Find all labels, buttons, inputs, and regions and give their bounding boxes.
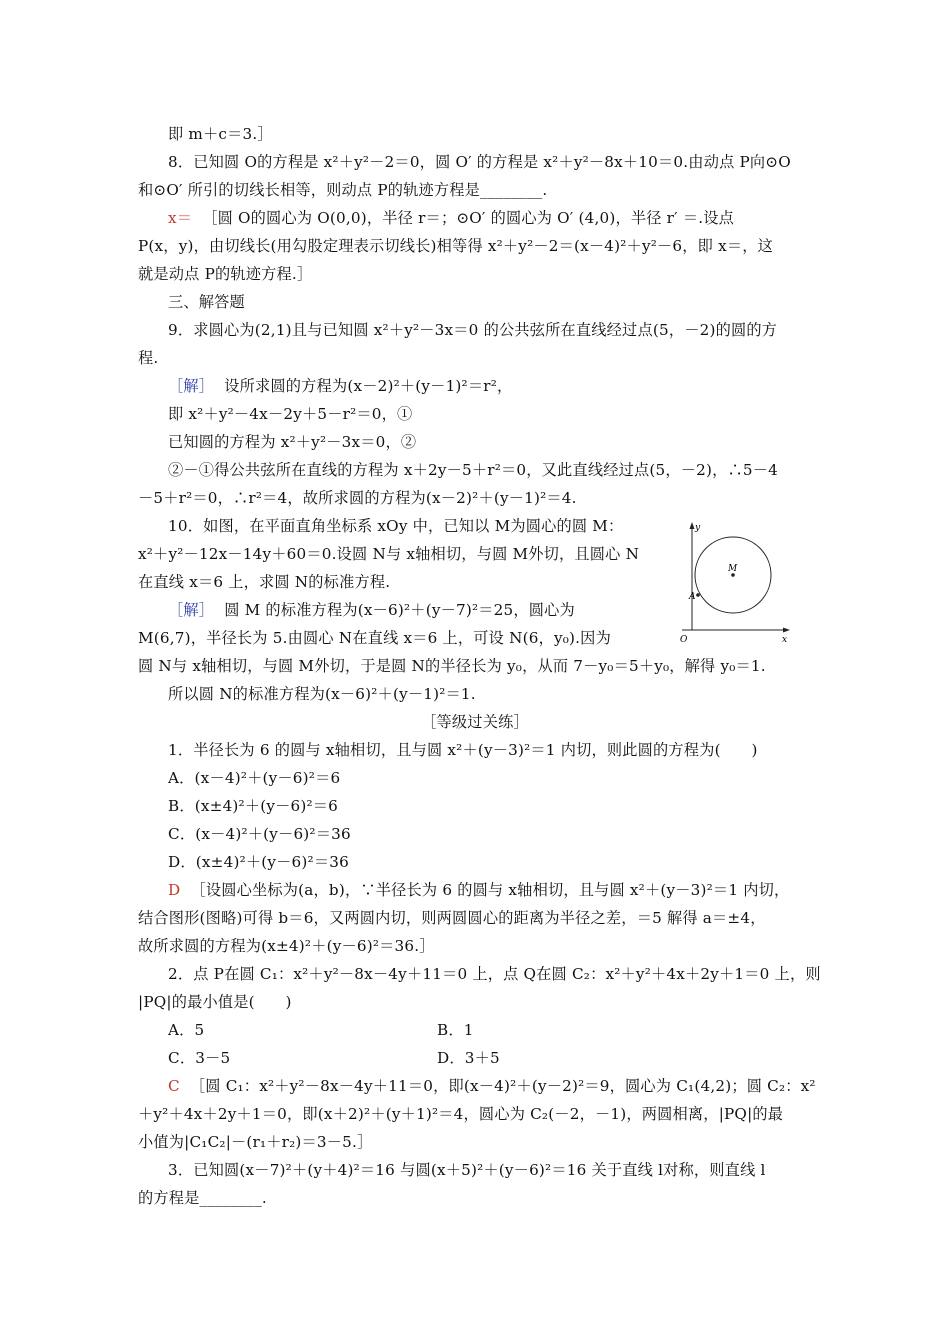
problem-10-line: x²＋y²－12x－14y＋60＝0.设圆 N与 x轴相切，与圆 M外切，且圆心 N <box>138 545 640 563</box>
solution-line: －5＋r²＝0，∴r²＝4，故所求圆的方程为(x－2)²＋(y－1)²＝4. <box>138 489 577 507</box>
answer-line: ＋y²＋4x＋2y＋1＝0，即(x＋2)²＋(y＋1)²＝4，圆心为 C₂(－2，－1)，两圆相离，|PQ|的最 <box>138 1105 784 1123</box>
option-b: B．(x±4)²＋(y－6)²＝6 <box>168 797 339 815</box>
solution-label: ［解］ <box>168 377 215 395</box>
problem-8-line: 8．已知圆 O的方程是 x²＋y²－2＝0，圆 O′ 的方程是 x²＋y²－8x＋10＝0.由动点 P向⊙O <box>168 153 791 171</box>
solution-line: ②－①得公共弦所在直线的方程为 x＋2y－5＋r²＝0，又此直线经过点(5，－2)，∴5－4 <box>168 461 779 479</box>
option-d: D．3＋5 <box>437 1049 500 1067</box>
text-line: 即 m＋c＝3.］ <box>168 125 273 143</box>
answer-explanation: ［圆 O的圆心为 O(0,0)，半径 r＝；⊙O′ 的圆心为 O′ (4,0)，半径 r′ ＝.设点 <box>202 209 735 227</box>
section-heading: 三、解答题 <box>168 293 245 311</box>
answer-line: 结合图形(图略)可得 b＝6，又两圆内切，则两圆圆心的距离为半径之差，＝5 解得 a＝±4， <box>138 909 766 927</box>
y-axis-label: y <box>695 523 701 533</box>
problem-10-line: 10．如图，在平面直角坐标系 xOy 中，已知以 M为圆心的圆 M： <box>168 517 624 535</box>
section-heading: ［等级过关练］ <box>421 713 529 731</box>
answer-line: 小值为|C₁C₂|－(r₁＋r₂)＝3－5.］ <box>138 1133 373 1151</box>
solution-line: 已知圆的方程为 x²＋y²－3x＝0，② <box>168 433 417 451</box>
solution-line: 圆 N与 x轴相切，与圆 M外切，于是圆 N的半径长为 y₀，从而 7－y₀＝5＋y₀，解得 y₀＝1. <box>138 657 766 675</box>
answer-choice: D <box>168 881 181 899</box>
option-c: C．(x－4)²＋(y－6)²＝36 <box>168 825 351 843</box>
tangent-point <box>696 593 700 597</box>
question-3-line: 的方程是________. <box>138 1189 267 1207</box>
option-a: A．(x－4)²＋(y－6)²＝6 <box>168 769 341 787</box>
option-d: D．(x±4)²＋(y－6)²＝36 <box>168 853 349 871</box>
origin-label: O <box>680 635 688 645</box>
problem-10-line: 在直线 x＝6 上，求圆 N的标准方程. <box>138 573 391 591</box>
question-2-line: |PQ|的最小值是( ) <box>138 993 292 1011</box>
question-1-line: 1．半径长为 6 的圆与 x轴相切，且与圆 x²＋(y－3)²＝1 内切，则此圆的方程为( ) <box>168 741 758 759</box>
solution-text: 圆 M 的标准方程为(x－6)²＋(y－7)²＝25，圆心为 <box>224 601 575 619</box>
answer-line <box>168 1076 858 1096</box>
answer-line <box>168 208 858 228</box>
answer-explanation: ［设圆心坐标为(a，b)，∵半径长为 6 的圆与 x轴相切，且与圆 x²＋(y－3)²＝1 内切， <box>190 881 790 899</box>
answer-choice: C <box>168 1077 180 1095</box>
solution-line: 所以圆 N的标准方程为(x－6)²＋(y－1)²＝1. <box>168 685 476 703</box>
question-2-line: 2．点 P在圆 C₁：x²＋y²－8x－4y＋11＝0 上，点 Q在圆 C₂：x²＋y²＋4x＋2y＋1＝0 上，则 <box>168 965 821 983</box>
point-label: A <box>689 592 696 602</box>
answer-line: P(x，y)，由切线长(用勾股定理表示切线长)相等得 x²＋y²－2＝(x－4)²＋y²－6，即 x＝，这 <box>138 237 773 255</box>
problem-9-line: 程. <box>138 349 159 367</box>
solution-line <box>168 376 858 396</box>
option-b: B．1 <box>437 1021 474 1039</box>
solution-line <box>168 600 688 620</box>
answer-explanation: ［圆 C₁：x²＋y²－8x－4y＋11＝0，即(x－4)²＋(y－2)²＝9，圆心为 C₁(4,2)；圆 C₂：x² <box>189 1077 816 1095</box>
solution-text: 设所求圆的方程为(x－2)²＋(y－1)²＝r²， <box>224 377 513 395</box>
x-axis-label: x <box>782 635 788 645</box>
answer-line: 就是动点 P的轨迹方程.］ <box>138 265 313 283</box>
question-3-line: 3．已知圆(x－7)²＋(y＋4)²＝16 与圆(x＋5)²＋(y－6)²＝16 关于直线 l对称，则直线 l <box>168 1161 766 1179</box>
solution-label: ［解］ <box>168 601 215 619</box>
problem-8-line: 和⊙O′ 所引的切线长相等，则动点 P的轨迹方程是________. <box>138 181 548 199</box>
center-label: M <box>728 564 738 574</box>
answer-line <box>168 880 858 900</box>
solution-line: M(6,7)，半径长为 5.由圆心 N在直线 x＝6 上，可设 N(6，y₀).因为 <box>138 629 611 647</box>
problem-9-line: 9．求圆心为(2,1)且与已知圆 x²＋y²－3x＝0 的公共弦所在直线经过点(5，－2)的圆的方 <box>168 321 778 339</box>
coordinate-figure <box>668 518 796 646</box>
option-c: C．3－5 <box>168 1049 231 1067</box>
option-a: A．5 <box>168 1021 205 1039</box>
solution-line: 即 x²＋y²－4x－2y＋5－r²＝0，① <box>168 405 413 423</box>
answer-line: 故所求圆的方程为(x±4)²＋(y－6)²＝36.］ <box>138 937 435 955</box>
answer-value: x＝ <box>168 209 193 227</box>
